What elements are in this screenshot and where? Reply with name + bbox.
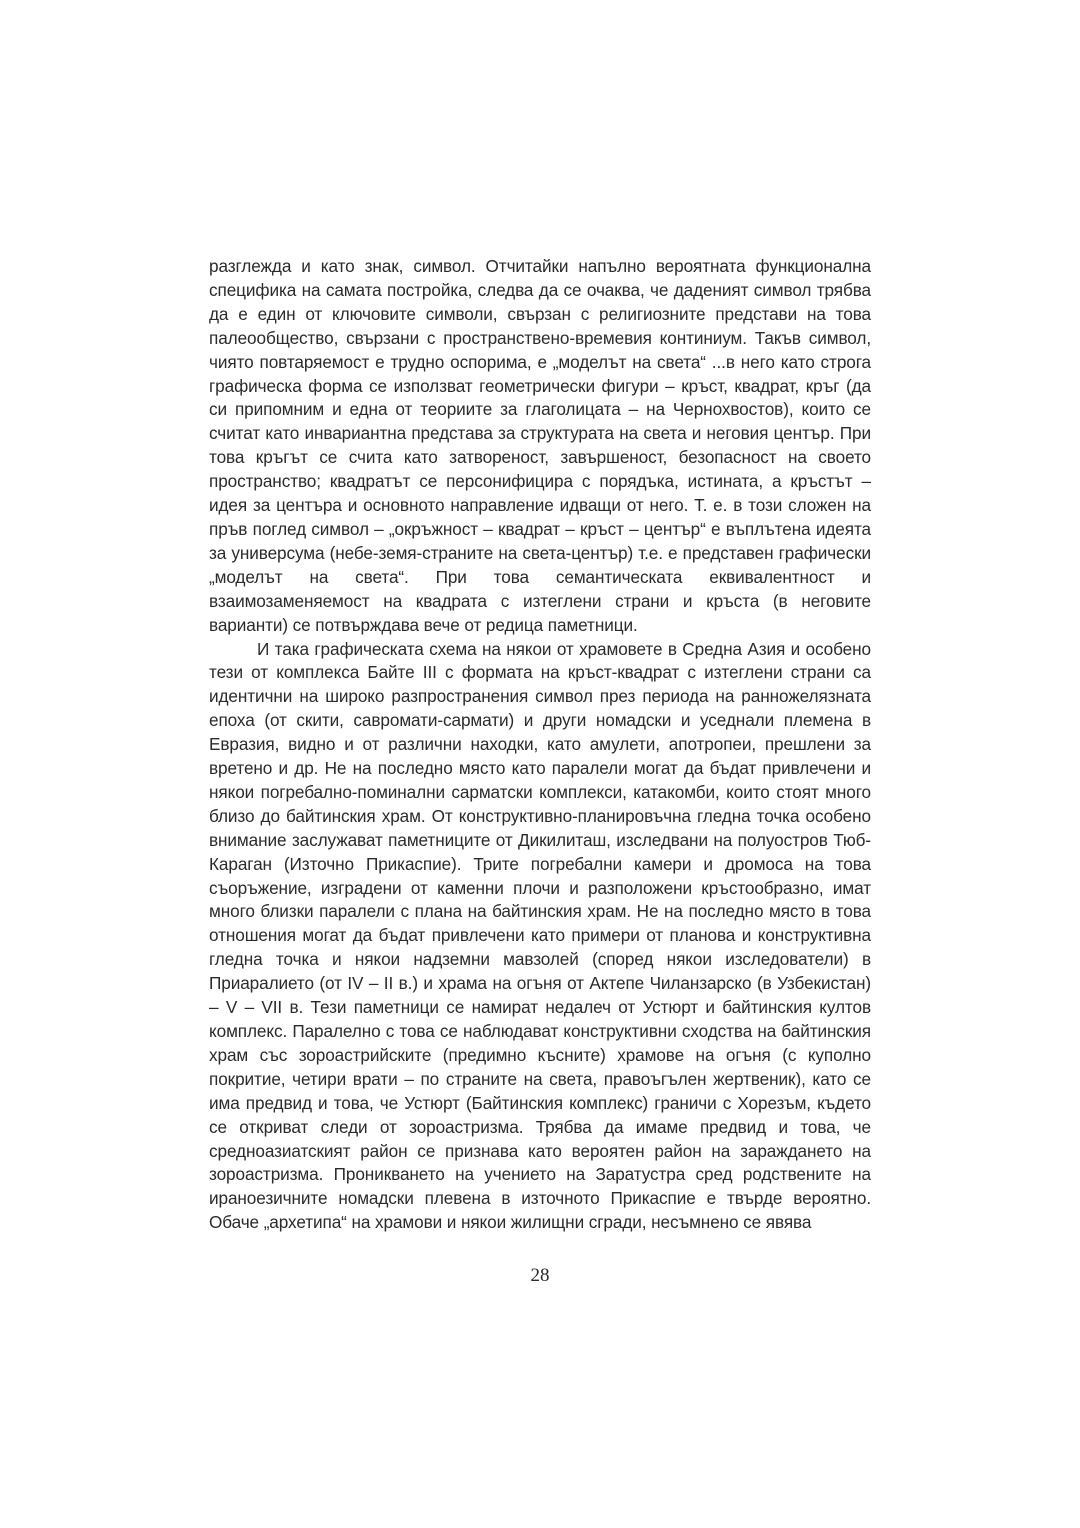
body-text bbox=[209, 255, 871, 1235]
paragraph-2: И така графическата схема на някои от храмовете в Средна Азия и особено тези от комплекса Байте III с формата на кръст-квадрат с изтеглени страни са идентични на широко разпространения символ през периода на ранножелязната епоха (от скити, савромати-сармати) и други номадски и уседнали племена в Евразия, видно и от различни находки, като амулети, апотропеи, прешлени за вретено и др. Не на последно място като паралели могат да бъдат привлечени и някои погребално-поминални сарматски комплекси, катакомби, които стоят много близо до байтинския храм. От конструктивно-планировъчна гледна точка особено внимание заслужават паметниците от Дикилиташ, изследвани на полуостров Тюб-Караган (Източно Прикаспие). Трите погребални камери и дромоса на това съоръжение, изградени от каменни плочи и разположени кръстообразно, имат много близки паралели с плана на байтинския храм. Не на последно място в това отношения могат да бъдат привлечени като примери от планова и конструктивна гледна точка и някои надземни мавзолей (според някои изследователи) в Приаралието (от IV – II в.) и храма на огъня от Актепе Чиланзарско (в Узбекистан) – V – VII в. Тези паметници се намират недалеч от Устюрт и байтинския култов комплекс. Паралелно с това се наблюдават конструктивни сходства на байтинския храм със зороастрийските (предимно късните) храмове на огъня (с куполно покритие, четири врати – по страните на света, правоъгълен жертвеник), като се има предвид и това, че Устюрт (Байтинския комплекс) граничи с Хорезъм, където се откриват следи от зороастризма. Трябва да имаме предвид и това, че средноазиатският район се признава като вероятен район на зараждането на зороастризма. Проникването на учението на Заратустра сред родствените на ираноезичните номадски плевена в източното Прикаспие е твърде вероятно. Обаче „архетипа“ на храмови и някои жилищни сгради, несъмнено се явява bbox=[209, 638, 871, 1233]
page-number: 28 bbox=[530, 1265, 550, 1286]
paragraph-1: разглежда и като знак, символ. Отчитайки напълно вероятната функционална специфика на самата постройка, следва да се очаква, че дадeният символ трябва да е един от ключовите символи, свързан с религиозните представи на това палеообщество, свързани с пространствено-времевия континиум. Такъв символ, чиято повтаряемост е трудно оспорима, е „моделът на света“ ...в него като строга графическа форма се използват геометрически фигури – кръст, квадрат, кръг (да си припомним и една от теориите за глаголицата – на Чернохвостов), които се считат като инвариантна представа за структурата на света и неговия център. При това кръгът се счита като затвореност, завършеност, безопасност на своето пространство; квадратът се персонифицира с порядъка, истината, а кръстът – идея за центъра и основното направление идващи от него. Т. е. в този сложен на пръв поглед символ – „окръжност – квадрат – кръст – център“ е въплътена идеята за универсума (небе-земя-страните на света-център) т.е. е представен графически „моделът на света“. При това семантическата еквивалентност и взаимозаменяемост на квадрата с изтеглени страни и кръста (в неговите варианти) се потвърждава вече от редица паметници. bbox=[209, 256, 871, 635]
